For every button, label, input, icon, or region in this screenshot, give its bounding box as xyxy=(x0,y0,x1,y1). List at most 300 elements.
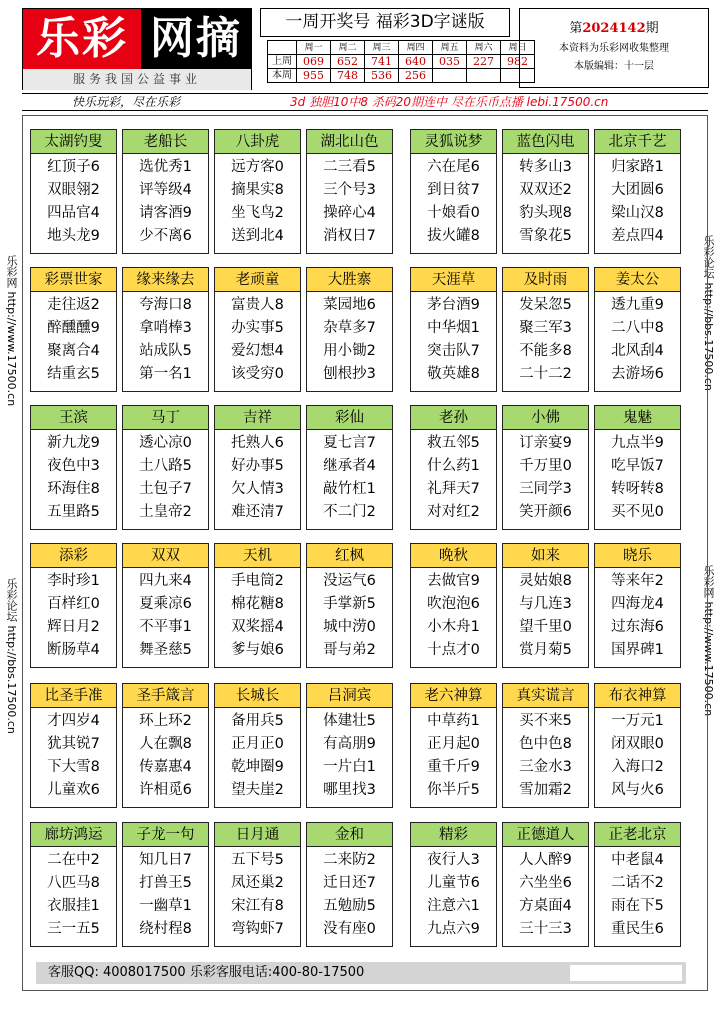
riddle-card xyxy=(594,683,681,808)
riddle-line: 结重玄5 xyxy=(47,366,100,382)
riddle-line: 五勉励5 xyxy=(323,898,376,914)
riddle-card xyxy=(594,822,681,947)
riddle-line: 五下号5 xyxy=(231,852,284,868)
riddle-line: 去做官9 xyxy=(427,573,480,589)
riddle-line: 站成队5 xyxy=(139,343,192,359)
riddle-card xyxy=(122,405,209,530)
riddle-card-title: 正德道人 xyxy=(503,823,588,847)
riddle-card xyxy=(122,543,209,668)
riddle-card-body xyxy=(31,154,116,248)
riddle-card xyxy=(502,543,589,668)
riddle-line: 二来防2 xyxy=(323,852,376,868)
riddle-line: 过东海6 xyxy=(611,619,664,635)
riddle-line: 中老鼠4 xyxy=(611,852,664,868)
riddle-line: 爱幻想4 xyxy=(231,343,284,359)
riddle-line: 人人醉9 xyxy=(519,852,572,868)
riddle-line: 订亲宴9 xyxy=(519,435,572,451)
riddle-line: 夏七言7 xyxy=(323,435,376,451)
day-header: 周四 xyxy=(399,41,433,55)
riddle-line: 杂草多7 xyxy=(323,320,376,336)
row-label: 本周 xyxy=(268,69,297,83)
day-header: 周三 xyxy=(365,41,399,55)
riddle-card xyxy=(122,683,209,808)
riddle-card-body xyxy=(595,568,680,662)
issue-number: 2024142 xyxy=(582,21,646,36)
riddle-card-body xyxy=(411,292,496,386)
riddle-line: 梁山汉8 xyxy=(611,205,664,221)
riddle-card-body xyxy=(411,568,496,662)
riddle-line: 继承者4 xyxy=(323,458,376,474)
riddle-line: 国界碑1 xyxy=(611,642,664,658)
riddle-line: 夜色中3 xyxy=(47,458,100,474)
riddle-card xyxy=(502,822,589,947)
riddle-card-body xyxy=(31,292,116,386)
riddle-card-title: 日月通 xyxy=(215,823,300,847)
riddle-card xyxy=(30,129,117,254)
riddle-card-title: 老船长 xyxy=(123,130,208,154)
riddle-line: 迁日还7 xyxy=(323,875,376,891)
riddle-line: 人在飘8 xyxy=(139,736,192,752)
riddle-card-body xyxy=(123,154,208,248)
riddle-card-title: 正老北京 xyxy=(595,823,680,847)
issue-suffix: 期 xyxy=(645,21,659,36)
draw-number xyxy=(433,69,467,83)
side-text-left-lower: 乐彩论坛 http://bbs.17500.cn xyxy=(5,578,18,734)
riddle-line: 小木舟1 xyxy=(427,619,480,635)
riddle-card-body xyxy=(503,154,588,248)
riddle-line: 色中色8 xyxy=(519,736,572,752)
riddle-line: 六坐坐6 xyxy=(519,875,572,891)
draw-number: 035 xyxy=(433,55,467,69)
riddle-line: 才四岁4 xyxy=(47,713,100,729)
riddle-card-body xyxy=(123,708,208,802)
riddle-card-title: 彩票世家 xyxy=(31,268,116,292)
riddle-line: 三一五5 xyxy=(47,921,100,937)
draw-table-row-last-week xyxy=(268,55,535,69)
riddle-card-title: 子龙一句 xyxy=(123,823,208,847)
logo-subtitle: 服务我国公益事业 xyxy=(23,69,251,90)
riddle-card-body xyxy=(215,430,300,524)
riddle-card-title: 小佛 xyxy=(503,406,588,430)
riddle-line: 礼拜天7 xyxy=(427,481,480,497)
row-label: 上周 xyxy=(268,55,297,69)
riddle-card-title: 比圣手准 xyxy=(31,684,116,708)
riddle-card-title: 红枫 xyxy=(307,544,392,568)
draw-table-corner xyxy=(268,41,297,55)
riddle-line: 等来年2 xyxy=(611,573,664,589)
riddle-line: 拔火罐8 xyxy=(427,228,480,244)
riddle-line: 中草药1 xyxy=(427,713,480,729)
riddle-card-title: 天涯草 xyxy=(411,268,496,292)
riddle-card-body xyxy=(595,847,680,941)
riddle-card xyxy=(502,405,589,530)
riddle-line: 好办事5 xyxy=(231,458,284,474)
riddle-card-body xyxy=(215,154,300,248)
riddle-card-title: 太湖钓叟 xyxy=(31,130,116,154)
riddle-line: 犹其锐7 xyxy=(47,736,100,752)
draw-number: 536 xyxy=(365,69,399,83)
riddle-card-body xyxy=(307,847,392,941)
footer-blank-box xyxy=(570,965,682,981)
side-text-right-lower: 乐彩网 http://www.17500.cn xyxy=(702,565,715,717)
riddle-card-title: 八卦虎 xyxy=(215,130,300,154)
riddle-line: 打兽王5 xyxy=(139,875,192,891)
riddle-line: 城中涝0 xyxy=(323,619,376,635)
riddle-card xyxy=(30,683,117,808)
riddle-card-body xyxy=(307,568,392,662)
issue-info xyxy=(519,8,709,88)
riddle-line: 用小锄2 xyxy=(323,343,376,359)
riddle-card-body xyxy=(123,292,208,386)
riddle-line: 一幽草1 xyxy=(139,898,192,914)
riddle-card-title: 鬼魅 xyxy=(595,406,680,430)
riddle-card-title: 圣手箴言 xyxy=(123,684,208,708)
riddle-line: 二十二2 xyxy=(519,366,572,382)
riddle-card-title: 老顽童 xyxy=(215,268,300,292)
riddle-card-title: 真实谎言 xyxy=(503,684,588,708)
riddle-line: 北风刮4 xyxy=(611,343,664,359)
riddle-line: 土包子7 xyxy=(139,481,192,497)
side-text-left-upper: 乐彩网 http://www.17500.cn xyxy=(5,255,18,407)
riddle-card xyxy=(306,543,393,668)
riddle-card-title: 彩仙 xyxy=(307,406,392,430)
riddle-line: 雪象花5 xyxy=(519,228,572,244)
riddle-line: 办实事5 xyxy=(231,320,284,336)
draw-number: 069 xyxy=(297,55,331,69)
riddle-line: 敲竹杠1 xyxy=(323,481,376,497)
riddle-line: 入海口2 xyxy=(611,759,664,775)
riddle-line: 四九来4 xyxy=(139,573,192,589)
riddle-line: 不二门2 xyxy=(323,504,376,520)
day-header: 周六 xyxy=(467,41,501,55)
riddle-line: 舞圣慈5 xyxy=(139,642,192,658)
riddle-line: 中华烟1 xyxy=(427,320,480,336)
riddle-card-body xyxy=(307,708,392,802)
riddle-line: 一片白1 xyxy=(323,759,376,775)
riddle-line: 双桨摇4 xyxy=(231,619,284,635)
draw-number: 652 xyxy=(331,55,365,69)
riddle-line: 少不离6 xyxy=(139,228,192,244)
riddle-line: 转呀转8 xyxy=(611,481,664,497)
riddle-card xyxy=(306,129,393,254)
draw-table-row-this-week xyxy=(268,69,535,83)
draw-number: 748 xyxy=(331,69,365,83)
riddle-line: 敬英雄8 xyxy=(427,366,480,382)
riddle-line: 手掌新5 xyxy=(323,596,376,612)
riddle-line: 新九龙9 xyxy=(47,435,100,451)
riddle-line: 乾坤圈9 xyxy=(231,759,284,775)
riddle-line: 聚离合4 xyxy=(47,343,100,359)
issue-note: 本资料为乐彩网收集整理 xyxy=(559,43,669,54)
riddle-card xyxy=(594,543,681,668)
riddle-line: 备用兵5 xyxy=(231,713,284,729)
riddle-line: 重民生6 xyxy=(611,921,664,937)
riddle-line: 儿童欢6 xyxy=(47,782,100,798)
riddle-card-body xyxy=(31,708,116,802)
riddle-card xyxy=(30,267,117,392)
riddle-line: 买不见0 xyxy=(611,504,664,520)
draw-results-table xyxy=(267,40,535,83)
riddle-card-title: 老六神算 xyxy=(411,684,496,708)
issue-editor: 本版编辑：十一层 xyxy=(574,61,654,72)
riddle-line: 难还清7 xyxy=(231,504,284,520)
riddle-line: 五里路5 xyxy=(47,504,100,520)
riddle-card xyxy=(214,822,301,947)
riddle-card-body xyxy=(31,568,116,662)
riddle-line: 传嘉惠4 xyxy=(139,759,192,775)
riddle-line: 注意六1 xyxy=(427,898,480,914)
riddle-card-body xyxy=(31,430,116,524)
riddle-card-body xyxy=(31,847,116,941)
riddle-card-body xyxy=(503,292,588,386)
riddle-line: 夏乘凉6 xyxy=(139,596,192,612)
riddle-line: 拿哨棒3 xyxy=(139,320,192,336)
riddle-line: 土皇帝2 xyxy=(139,504,192,520)
riddle-line: 许相觅6 xyxy=(139,782,192,798)
issue-prefix: 第 xyxy=(569,21,583,36)
riddle-line: 到日贫7 xyxy=(427,182,480,198)
riddle-card xyxy=(502,129,589,254)
draw-number: 982 xyxy=(501,55,535,69)
riddle-card-title: 老孙 xyxy=(411,406,496,430)
riddle-line: 辉日月2 xyxy=(47,619,100,635)
riddle-line: 九点六9 xyxy=(427,921,480,937)
riddle-line: 棉花糖8 xyxy=(231,596,284,612)
riddle-line: 透心凉0 xyxy=(139,435,192,451)
riddle-card xyxy=(214,129,301,254)
riddle-card xyxy=(30,822,117,947)
riddle-line: 四海龙4 xyxy=(611,596,664,612)
riddle-line: 爹与娘6 xyxy=(231,642,284,658)
slogan-ad-link[interactable]: 3d 独胆10中8 杀码20期连中 尽在乐币点播 lebi.17500.cn xyxy=(290,95,609,109)
riddle-card-body xyxy=(411,430,496,524)
draw-number: 640 xyxy=(399,55,433,69)
riddle-line: 操碎心4 xyxy=(323,205,376,221)
riddle-card xyxy=(214,543,301,668)
riddle-line: 环海住8 xyxy=(47,481,100,497)
riddle-line: 四品官4 xyxy=(47,205,100,221)
riddle-card-title: 灵狐说梦 xyxy=(411,130,496,154)
riddle-line: 断肠草4 xyxy=(47,642,100,658)
riddle-line: 环上环2 xyxy=(139,713,192,729)
riddle-line: 绕村程8 xyxy=(139,921,192,937)
riddle-line: 远方客0 xyxy=(231,159,284,175)
logo-text-red: 乐彩 xyxy=(23,9,141,69)
riddle-line: 六在尾6 xyxy=(427,159,480,175)
riddle-card xyxy=(306,267,393,392)
riddle-line: 突击队7 xyxy=(427,343,480,359)
riddle-line: 九点半9 xyxy=(611,435,664,451)
riddle-line: 聚三军3 xyxy=(519,320,572,336)
riddle-line: 十点才0 xyxy=(427,642,480,658)
riddle-card-title: 长城长 xyxy=(215,684,300,708)
riddle-line: 没运气6 xyxy=(323,573,376,589)
riddle-line: 去游场6 xyxy=(611,366,664,382)
riddle-card-body xyxy=(503,847,588,941)
riddle-line: 哥与弟2 xyxy=(323,642,376,658)
riddle-card xyxy=(306,683,393,808)
riddle-card xyxy=(306,405,393,530)
riddle-line: 你半斤5 xyxy=(427,782,480,798)
riddle-line: 儿童节6 xyxy=(427,875,480,891)
riddle-line: 不平事1 xyxy=(139,619,192,635)
riddle-line: 衣服挂1 xyxy=(47,898,100,914)
riddle-line: 二三看5 xyxy=(323,159,376,175)
riddle-line: 豹头现8 xyxy=(519,205,572,221)
day-header: 周二 xyxy=(331,41,365,55)
riddle-line: 李时珍1 xyxy=(47,573,100,589)
riddle-line: 二话不2 xyxy=(611,875,664,891)
riddle-line: 第一名1 xyxy=(139,366,192,382)
riddle-card-body xyxy=(215,292,300,386)
riddle-line: 没有座0 xyxy=(323,921,376,937)
riddle-line: 闭双眼0 xyxy=(611,736,664,752)
riddle-line: 体建壮5 xyxy=(323,713,376,729)
riddle-line: 宋江有8 xyxy=(231,898,284,914)
riddle-card-title: 姜太公 xyxy=(595,268,680,292)
riddle-line: 救五邻5 xyxy=(427,435,480,451)
riddle-line: 透九重9 xyxy=(611,297,664,313)
riddle-card-title: 添彩 xyxy=(31,544,116,568)
riddle-card xyxy=(122,822,209,947)
riddle-card xyxy=(410,822,497,947)
day-header: 周一 xyxy=(297,41,331,55)
riddle-card-body xyxy=(307,154,392,248)
riddle-line: 评等级4 xyxy=(139,182,192,198)
riddle-line: 笑开颜6 xyxy=(519,504,572,520)
riddle-line: 该受穷0 xyxy=(231,366,284,382)
riddle-line: 吃早饭7 xyxy=(611,458,664,474)
slogan-bar xyxy=(22,93,708,111)
riddle-line: 请客酒9 xyxy=(139,205,192,221)
riddle-line: 欠人情3 xyxy=(231,481,284,497)
riddle-line: 茅台酒9 xyxy=(427,297,480,313)
riddle-card xyxy=(410,683,497,808)
riddle-card-title: 大胜寨 xyxy=(307,268,392,292)
riddle-line: 坐飞鸟2 xyxy=(231,205,284,221)
riddle-card-title: 吕洞宾 xyxy=(307,684,392,708)
riddle-card-body xyxy=(595,154,680,248)
riddle-line: 二在中2 xyxy=(47,852,100,868)
side-text-right-upper: 乐彩论坛 http://bbs.17500.cn xyxy=(702,235,715,391)
riddle-card-title: 金和 xyxy=(307,823,392,847)
riddle-card-body xyxy=(123,430,208,524)
riddle-line: 刨根抄3 xyxy=(323,366,376,382)
draw-number: 256 xyxy=(399,69,433,83)
riddle-card-body xyxy=(411,847,496,941)
page-title: 一周开奖号 福彩3D字谜版 xyxy=(260,8,510,37)
riddle-card-title: 蓝色闪电 xyxy=(503,130,588,154)
riddle-card-body xyxy=(215,708,300,802)
day-header: 周五 xyxy=(433,41,467,55)
riddle-card-title: 晓乐 xyxy=(595,544,680,568)
issue-number-line xyxy=(520,17,708,36)
riddle-card-title: 如来 xyxy=(503,544,588,568)
riddle-card-body xyxy=(503,430,588,524)
riddle-line: 摘果实8 xyxy=(231,182,284,198)
riddle-card xyxy=(410,543,497,668)
riddle-line: 一万元1 xyxy=(611,713,664,729)
riddle-line: 三同学3 xyxy=(519,481,572,497)
riddle-card xyxy=(410,267,497,392)
riddle-card-body xyxy=(411,708,496,802)
riddle-line: 望千里0 xyxy=(519,619,572,635)
riddle-card xyxy=(30,405,117,530)
riddle-line: 正月起0 xyxy=(427,736,480,752)
riddle-line: 土八路5 xyxy=(139,458,192,474)
riddle-line: 选优秀1 xyxy=(139,159,192,175)
riddle-line: 吹泡泡6 xyxy=(427,596,480,612)
riddle-card xyxy=(410,405,497,530)
riddle-line: 凤还巢2 xyxy=(231,875,284,891)
riddle-line: 双眼翎2 xyxy=(47,182,100,198)
riddle-line: 差点四4 xyxy=(611,228,664,244)
riddle-line: 三个号3 xyxy=(323,182,376,198)
riddle-line: 与几连3 xyxy=(519,596,572,612)
riddle-card-body xyxy=(595,708,680,802)
riddle-line: 雨在下5 xyxy=(611,898,664,914)
riddle-card-title: 马丁 xyxy=(123,406,208,430)
riddle-line: 走往返2 xyxy=(47,297,100,313)
riddle-card xyxy=(214,683,301,808)
riddle-line: 托熟人6 xyxy=(231,435,284,451)
riddle-line: 风与火6 xyxy=(611,782,664,798)
riddle-card-body xyxy=(503,568,588,662)
footer-contact: 客服QQ: 4008017500 乐彩客服电话:400-80-17500 xyxy=(48,965,365,980)
logo xyxy=(22,8,252,90)
riddle-card-title: 湖北山色 xyxy=(307,130,392,154)
riddle-card xyxy=(30,543,117,668)
riddle-line: 富贵人8 xyxy=(231,297,284,313)
riddle-card-body xyxy=(215,568,300,662)
day-header: 周日 xyxy=(501,41,535,55)
riddle-line: 八匹马8 xyxy=(47,875,100,891)
riddle-line: 千万里0 xyxy=(519,458,572,474)
riddle-card xyxy=(410,129,497,254)
riddle-line: 发呆忽5 xyxy=(519,297,572,313)
riddle-line: 下大雪8 xyxy=(47,759,100,775)
logo-text-black: 网摘 xyxy=(141,9,251,69)
riddle-card-title: 缘来缘去 xyxy=(123,268,208,292)
riddle-line: 雪加霜2 xyxy=(519,782,572,798)
riddle-line: 二八中8 xyxy=(611,320,664,336)
riddle-card xyxy=(306,822,393,947)
riddle-card-body xyxy=(503,708,588,802)
riddle-line: 哪里找3 xyxy=(323,782,376,798)
draw-number: 741 xyxy=(365,55,399,69)
riddle-card-title: 及时雨 xyxy=(503,268,588,292)
riddle-card xyxy=(594,267,681,392)
draw-number: 955 xyxy=(297,69,331,83)
riddle-line: 转多山3 xyxy=(519,159,572,175)
riddle-line: 夜行人3 xyxy=(427,852,480,868)
riddle-line: 有高朋9 xyxy=(323,736,376,752)
riddle-line: 弯钩虾7 xyxy=(231,921,284,937)
riddle-line: 三金水3 xyxy=(519,759,572,775)
riddle-line: 赏月菊5 xyxy=(519,642,572,658)
riddle-card-title: 北京千艺 xyxy=(595,130,680,154)
riddle-card-title: 王滨 xyxy=(31,406,116,430)
riddle-card-title: 布衣神算 xyxy=(595,684,680,708)
draw-number xyxy=(467,69,501,83)
riddle-card-title: 廊坊鸿运 xyxy=(31,823,116,847)
riddle-line: 双双还2 xyxy=(519,182,572,198)
riddle-card xyxy=(122,129,209,254)
riddle-card xyxy=(502,267,589,392)
riddle-line: 买不来5 xyxy=(519,713,572,729)
riddle-line: 三十三3 xyxy=(519,921,572,937)
riddle-card-title: 精彩 xyxy=(411,823,496,847)
